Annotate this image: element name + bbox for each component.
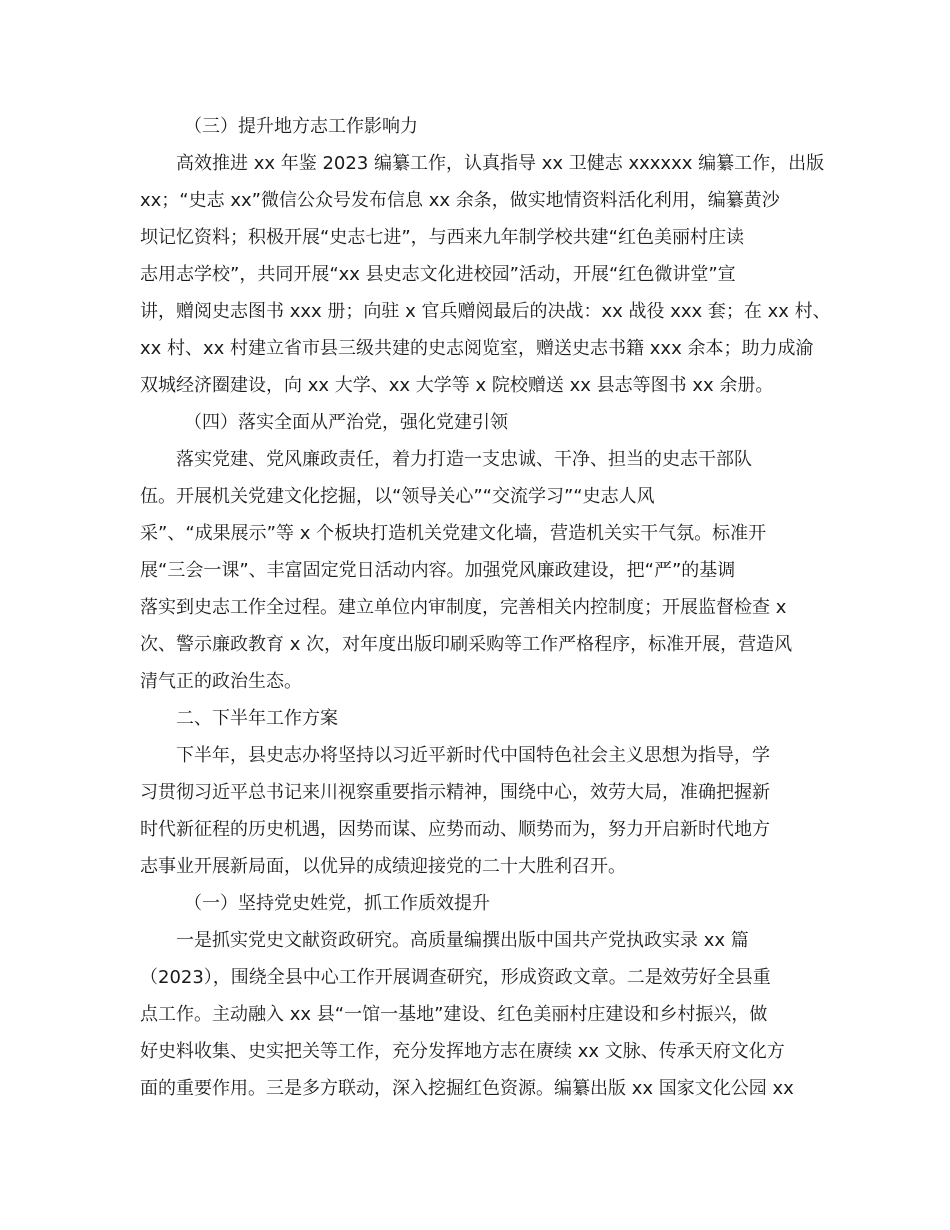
paragraph-line: （2023），围绕全县中心工作开展调查研究，形成资政文章。二是效劳好全县重 <box>140 967 771 988</box>
paragraph-line: 清气正的政治生态。 <box>140 671 302 692</box>
paragraph-line: 志用志学校”，共同开展“xx 县史志文化进校园”活动，开展“红色微讲堂”宣 <box>140 264 736 285</box>
section-heading: （四）落实全面从严治党，强化党建引领 <box>184 412 508 433</box>
paragraph-line: 落实到史志工作全过程。建立单位内审制度，完善相关内控制度；开展监督检查 x <box>140 597 787 618</box>
paragraph-line: 高效推进 xx 年鉴 2023 编纂工作，认真指导 xx 卫健志 xxxxxx 编纂工作，出版 <box>176 153 825 174</box>
paragraph-line: 志事业开展新局面，以优异的成绩迎接党的二十大胜利召开。 <box>140 856 626 877</box>
paragraph-line: 一是抓实党史文献资政研究。高质量编撰出版中国共产党执政实录 xx 篇 <box>176 930 749 951</box>
paragraph-line: 伍。开展机关党建文化挖掘，以“领导关心”“交流学习”“史志人风 <box>140 486 655 507</box>
paragraph-line: 坝记忆资料；积极开展“史志七进”，与西来九年制学校共建“红色美丽村庄读 <box>140 227 744 248</box>
section-heading: （三）提升地方志工作影响力 <box>184 116 418 137</box>
paragraph-line: 双城经济圈建设，向 xx 大学、xx 大学等 x 院校赠送 xx 县志等图书 xx 余册。 <box>140 375 774 396</box>
paragraph-line: 时代新征程的历史机遇，因势而谋、应势而动、顺势而为，努力开启新时代地方 <box>140 819 770 840</box>
paragraph-line: xx 村、xx 村建立省市县三级共建的史志阅览室，赠送史志书籍 xxx 余本；助力成渝 <box>140 338 814 359</box>
section-heading: （一）坚持党史姓党，抓工作质效提升 <box>184 893 490 914</box>
paragraph-line: 下半年，县史志办将坚持以习近平新时代中国特色社会主义思想为指导，学 <box>176 745 770 766</box>
paragraph-line: 面的重要作用。三是多方联动，深入挖掘红色资源。编纂出版 xx 国家文化公园 xx <box>140 1078 794 1099</box>
paragraph-line: xx；“史志 xx”微信公众号发布信息 xx 余条，做实地情资料活化利用，编纂黄沙 <box>140 190 780 211</box>
paragraph-line: 落实党建、党风廉政责任，着力打造一支忠诚、干净、担当的史志干部队 <box>176 449 752 470</box>
paragraph-line: 好史料收集、史实把关等工作，充分发挥地方志在赓续 xx 文脉、传承天府文化方 <box>140 1041 785 1062</box>
paragraph-line: 讲，赠阅史志图书 xxx 册；向驻 x 官兵赠阅最后的决战：xx 战役 xxx 套；在 xx 村、 <box>140 301 831 322</box>
paragraph-line: 采”、“成果展示”等 x 个板块打造机关党建文化墙，营造机关实干气氛。标准开 <box>140 523 767 544</box>
paragraph-line: 展“三会一课”、丰富固定党日活动内容。加强党风廉政建设，把“严”的基调 <box>140 560 736 581</box>
paragraph-line: 习贯彻习近平总书记来川视察重要指示精神，围绕中心，效劳大局，准确把握新 <box>140 782 770 803</box>
section-heading: 二、下半年工作方案 <box>176 708 338 729</box>
document-body <box>140 108 831 1107</box>
paragraph-line: 点工作。主动融入 xx 县“一馆一基地”建设、红色美丽村庄建设和乡村振兴，做 <box>140 1004 768 1025</box>
paragraph-line: 次、警示廉政教育 x 次，对年度出版印刷采购等工作严格程序，标准开展，营造风 <box>140 634 793 655</box>
